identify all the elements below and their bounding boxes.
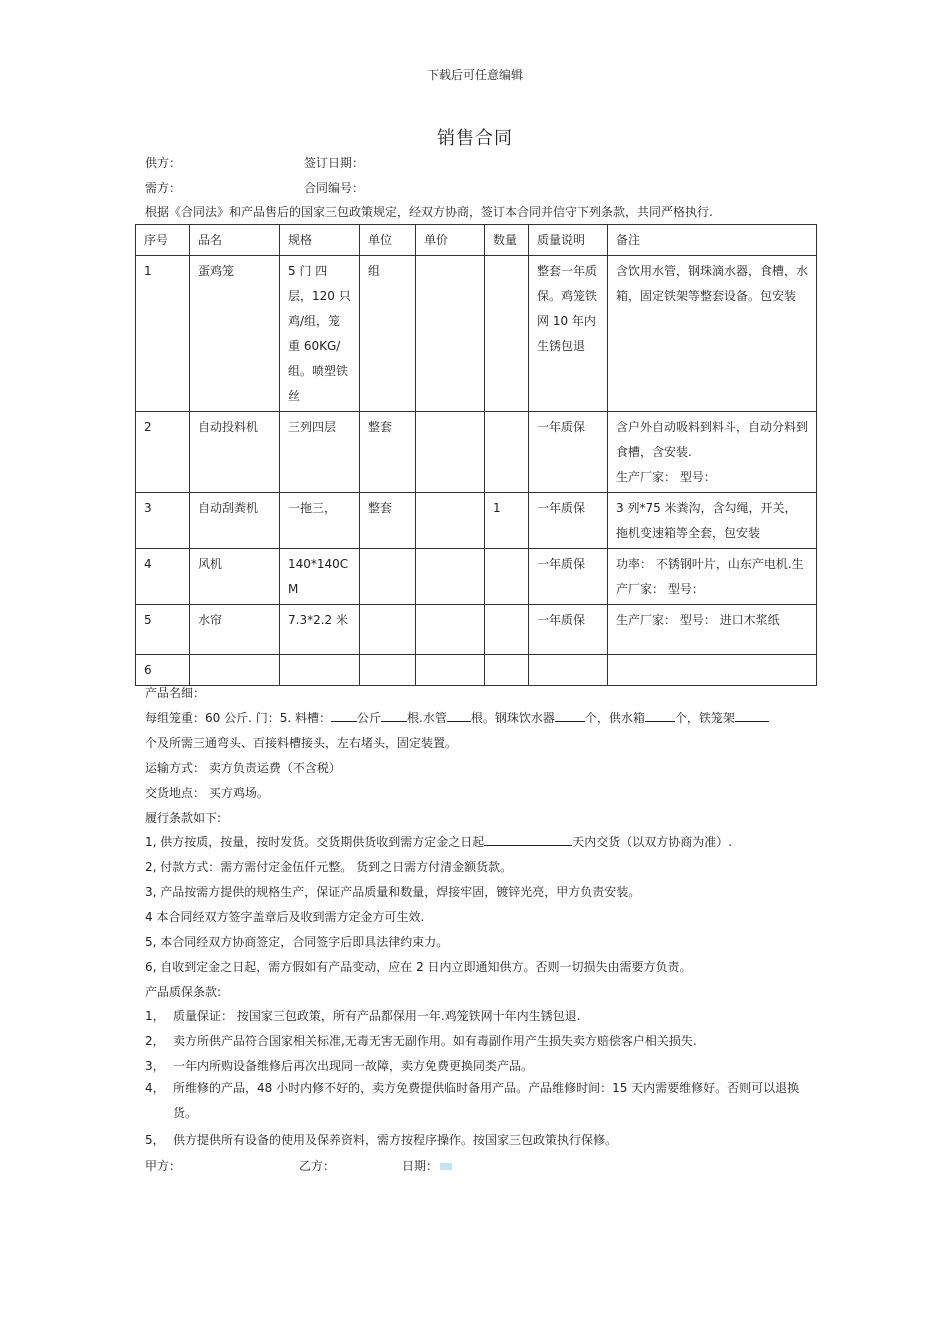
cell-spec: 5 门 四层，120 只鸡/组，笼重 60KG/组。喷塑铁丝: [280, 256, 360, 412]
cell-quality: 一年质保: [529, 493, 608, 549]
cell-remarks: 3 列*75 米粪沟，含勾绳，开关，拖机变速箱等全套，包安装: [608, 493, 817, 549]
sign-date-label: 签订日期：: [304, 156, 365, 170]
blank-line: [381, 709, 407, 722]
cell-no: 4: [136, 549, 190, 605]
table-row: [136, 605, 817, 655]
product-table: [135, 224, 817, 686]
cell-quality: [529, 655, 608, 686]
product-detail-line1: [145, 709, 769, 726]
contract-no-label: 合同编号：: [304, 181, 365, 195]
blank-line: [645, 709, 675, 722]
cell-qty: [485, 256, 529, 412]
cell-no: 6: [136, 655, 190, 686]
warranty-text: 质量保证： 按国家三包政策，所有产品都保用一年.鸡笼铁网十年内生锈包退.: [173, 1009, 581, 1023]
cell-price: [416, 605, 485, 655]
warranty-item: [145, 1131, 617, 1148]
intro-text: 根据《合同法》和产品售后的国家三包政策规定，经双方协商，签订本合同并信守下列条款，共同严格执行.: [145, 205, 713, 219]
product-detail-line2: 个及所需三通弯头、百接料槽接头，左右堵头，固定装置。: [145, 736, 458, 750]
date-label-text: 日期：: [402, 1159, 439, 1173]
detail-text-b: 公斤: [356, 711, 381, 725]
cell-spec: 三列四层: [280, 412, 360, 493]
delivery-place: 交货地点： 买方鸡场。: [145, 786, 269, 800]
cell-unit: 整套: [360, 412, 416, 493]
col-header-spec: 规格: [280, 225, 360, 256]
col-header-qty: 数量: [485, 225, 529, 256]
term-4: 4 本合同经双方签字盖章后及收到需方定金方可生效.: [145, 910, 425, 924]
cell-name: 蛋鸡笼: [190, 256, 280, 412]
party-a-label: 甲方：: [145, 1159, 182, 1173]
cell-qty: [485, 412, 529, 493]
cell-unit: 整套: [360, 493, 416, 549]
cell-price: [416, 412, 485, 493]
cell-quality: 整套一年质保。鸡笼铁网 10 年内生锈包退: [529, 256, 608, 412]
cell-no: 3: [136, 493, 190, 549]
cell-quality: 一年质保: [529, 605, 608, 655]
detail-text-d: 根。钢珠饮水器: [470, 711, 555, 725]
term-3: 3, 产品按需方提供的规格生产，保证产品质量和数量，焊接牢固，镀锌光亮，甲方负责安装。: [145, 885, 641, 899]
cell-quality: 一年质保: [529, 412, 608, 493]
detail-text-f: 个，铁笼架: [674, 711, 735, 725]
header-note: 下载后可任意编辑: [426, 68, 523, 82]
cell-unit: 组: [360, 256, 416, 412]
cell-quality: 一年质保: [529, 549, 608, 605]
page-title: 销售合同: [437, 128, 513, 149]
cell-name: 水帘: [190, 605, 280, 655]
term-5: 5, 本合同经双方协商签定，合同签字后即具法律约束力。: [145, 935, 449, 949]
col-header-remarks: 备注: [608, 225, 817, 256]
cell-qty: 1: [485, 493, 529, 549]
term-1-text-a: 1, 供方按质，按量，按时发货。交货期供货收到需方定金之日起: [145, 835, 485, 849]
warranty-label: 产品质保条款:: [145, 985, 222, 999]
cell-spec: [280, 655, 360, 686]
warranty-item: [145, 1032, 697, 1049]
terms-label: 履行条款如下:: [145, 811, 222, 825]
cell-price: [416, 256, 485, 412]
col-header-name: 品名: [190, 225, 280, 256]
warranty-text: 供方提供所有设备的使用及保养资料，需方按程序操作。按国家三包政策执行保修。: [173, 1133, 618, 1147]
cell-spec: 140*140CM: [280, 549, 360, 605]
cell-unit: [360, 605, 416, 655]
table-row: [136, 549, 817, 605]
cell-price: [416, 549, 485, 605]
warranty-item: [145, 1007, 580, 1024]
cell-remarks: 功率： 不锈钢叶片，山东产电机.生产厂家： 型号：: [608, 549, 817, 605]
table-row: [136, 412, 817, 493]
cell-qty: [485, 605, 529, 655]
cell-price: [416, 493, 485, 549]
cell-no: 2: [136, 412, 190, 493]
cell-spec: 7.3*2.2 米: [280, 605, 360, 655]
cell-qty: [485, 549, 529, 605]
warranty-text: 所维修的产品，48 小时内修不好的，卖方免费提供临时备用产品。产品维修时间：15 天内需要维修好。否则可以退换货。: [173, 1081, 800, 1120]
detail-text-a: 每组笼重：60 公斤. 门：5. 料槽：: [145, 711, 331, 725]
product-detail-label: 产品名细：: [145, 686, 206, 700]
cell-unit: [360, 655, 416, 686]
col-header-quality: 质量说明: [529, 225, 608, 256]
term-6: 6, 自收到定金之日起，需方假如有产品变动，应在 2 日内立即通知供方。否则一切损失由需要方负责。: [145, 960, 692, 974]
party-b-label: 乙方：: [299, 1159, 336, 1173]
transport-method: 运输方式： 卖方负责运费（不含税）: [145, 761, 341, 775]
supplier-label: 供方：: [145, 156, 182, 170]
detail-text-c: 根.水管: [407, 711, 447, 725]
cell-unit: [360, 549, 416, 605]
cell-remarks: [608, 655, 817, 686]
table-header-row: [136, 225, 817, 256]
cell-remarks: 生产厂家： 型号： 进口木浆纸: [608, 605, 817, 655]
cell-qty: [485, 655, 529, 686]
warranty-text: 一年内所购设备维修后再次出现同一故障，卖方免费更换同类产品。: [173, 1059, 534, 1073]
blank-line: [555, 709, 585, 722]
col-header-no: 序号: [136, 225, 190, 256]
warranty-num: 5，: [145, 1133, 165, 1147]
cell-name: 风机: [190, 549, 280, 605]
blank-line: [331, 709, 357, 722]
table-row: [136, 655, 817, 686]
warranty-item: [145, 1076, 810, 1126]
cell-no: 5: [136, 605, 190, 655]
warranty-num: 3，: [145, 1059, 165, 1073]
table-row: [136, 256, 817, 412]
buyer-label: 需方：: [145, 181, 182, 195]
cell-remarks: 含户外自动吸料到料斗，自动分料到食槽，含安装. 生产厂家： 型号：: [608, 412, 817, 493]
cell-no: 1: [136, 256, 190, 412]
warranty-text: 卖方所供产品符合国家相关标准,无毒无害无副作用。如有毒副作用产生损失卖方赔偿客户相关损失.: [173, 1034, 697, 1048]
term-2: 2, 付款方式：需方需付定金伍仟元整。 货到之日需方付清金额货款。: [145, 860, 513, 874]
blank-line: [484, 833, 572, 846]
cell-spec: 一拖三，: [280, 493, 360, 549]
blank-line: [735, 709, 769, 722]
date-label: [402, 1157, 452, 1174]
warranty-item: [145, 1057, 533, 1074]
table-row: [136, 493, 817, 549]
cell-name: [190, 655, 280, 686]
col-header-unit: 单位: [360, 225, 416, 256]
blank-line: [447, 709, 471, 722]
detail-text-e: 个，供水箱: [584, 711, 645, 725]
cell-price: [416, 655, 485, 686]
cell-remarks: 含饮用水管，钢珠滴水器，食槽，水箱，固定铁架等整套设备。包安装: [608, 256, 817, 412]
warranty-num: 1，: [145, 1009, 165, 1023]
highlight-mark: [440, 1163, 452, 1170]
warranty-num: 2，: [145, 1034, 165, 1048]
cell-name: 自动刮粪机: [190, 493, 280, 549]
warranty-num: 4，: [145, 1081, 165, 1095]
term-1: [145, 833, 732, 850]
term-1-text-b: 天内交货（以双方协商为准）.: [572, 835, 733, 849]
col-header-price: 单价: [416, 225, 485, 256]
cell-name: 自动投料机: [190, 412, 280, 493]
